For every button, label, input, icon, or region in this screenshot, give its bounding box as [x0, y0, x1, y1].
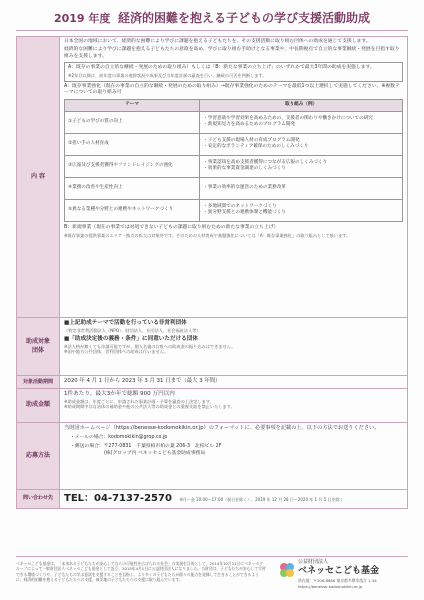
contact-cell [60, 490, 408, 509]
theme-cell: ①子どもの学びの質の向上 [65, 111, 200, 133]
contact-note: ※月～金 10:00～17:00（祝日を除く）、2019 年 12 月 28 日～2020 年 1 月 5 日を除く [179, 496, 344, 502]
eligible-item2-note2: ※国や地方公共団体、営利団体への助成は行いません。 [64, 349, 169, 355]
footer [16, 556, 408, 596]
eligible-item2-note1: ※法人格が無くても申請可能ですが、個人名義の口座への助成金の振り込みはできません。 [64, 343, 236, 349]
page-title [0, 10, 424, 27]
example-cell: ・学習意欲や学習効果を高めるための、支援者の関わりや働きかけについての研究 ・新規知見力を高めるためのプログラム開発 [200, 111, 403, 133]
foundation-logo [278, 559, 408, 593]
example-cell: ・子ども支援の現場人材の育成プログラム開発 ・安定的なボランティア確保のためのしくみづくり [200, 133, 403, 155]
eligible-item1-sub: （特定非営利活動法人（NPO）、財団法人、社団法人、社会福祉法人等） [64, 327, 201, 333]
content-intro: 日本全国の地域において、経済的な困難により学びに課題を抱える子どもたちを、その支援活動に取り組む団体への助成を通じて支援します。 [64, 39, 371, 44]
label-period: 対象活動期間 [17, 376, 60, 389]
method-text: 当財団ホームページ（https://benesse-kodomokikin.or.jp）のフォーマットに、必要事項を記載の上、以下の方法でお送りください。 [64, 425, 380, 431]
row-method [17, 423, 408, 490]
label-method: 応募方法 [17, 423, 60, 490]
row-eligible [17, 318, 408, 376]
org-url[interactable]: https://benesse-kodomokikin.or.jp [298, 584, 363, 589]
amount-cell [60, 389, 408, 423]
title-year: 2019 年度 [53, 12, 111, 25]
info-table [16, 36, 408, 509]
org-address: 所在地：〒206-8686 東京都多摩市落合 1-34 [298, 578, 377, 583]
table-row [65, 133, 403, 155]
theme-cell: ⑤異なる業種や分野との連携やネットワークづくり [65, 199, 200, 221]
content-box-text: A：既存の事業の自立的な継続・発展のための取り組み）もしくは「B：新たな事業の立ち上げ」のいずれかで最大3年間の助成を実施します。 [68, 65, 375, 71]
content-box [64, 62, 403, 81]
amount-note2: ※助成期間中は自治体の補助金や他の公共法人等の助成金との重複支給を禁止いたします。 [64, 404, 235, 410]
method-cell [60, 423, 408, 490]
table-row [65, 199, 403, 221]
section-a: A：既存事業強化（現在の事業の自立的な継続・発展のための取り組み）→既存事業強化のためのテーマを最低1つ以上選択して実施してください。※複数テーマについての取り組み可 [64, 83, 400, 96]
row-contact [17, 490, 408, 509]
theme-table [64, 99, 403, 221]
label-content: 内 容 [17, 37, 60, 318]
label-amount: 助成金額 [17, 389, 60, 423]
eligible-cell [60, 318, 408, 376]
method-mail[interactable]: ・メールの場合：kodomokikin@grop.co.jp [70, 435, 168, 441]
example-header: 取り組み（例） [200, 100, 403, 111]
org-name: ベネッセこども基金 [298, 566, 380, 576]
title-main: 経済的困難を抱える子どもの学び支援活動助成 [118, 11, 371, 25]
amount-text: 1件あたり、最大3か年で総額 900 万円以内 [64, 391, 175, 397]
theme-header-row [65, 100, 403, 111]
foundation-logo-icon [278, 561, 296, 579]
content-intro2: 経済的な困難により学びに課題を抱える子どもたちの意欲を高め、学びに取り組む手助けとなる事業や、中長期視点で自立的な事業継続・発展を目指す取り組みを支援します。 [64, 47, 400, 59]
table-row [65, 177, 403, 199]
table-row [65, 111, 403, 133]
footer-text: ベネッセこども基金は、「未来ある子どもたちが安心して自らの可能性を広げられる社会」の実現を目的として、2014年10月31日にベネッセグループによって一般財団法人ベネッセこども基金として設立、2015年4月1日に公益財団法人になりました。当財団は、子どもたちが安心して学習できる環境づくりや、子どもたちの学ぶ意欲を支援することを目指し、より多くの子どもたちが個々の能力を発揮して生きることができるように、経済的困難を抱える子どもたちへの支援、被災地の子どもたちへの支援に取り組んでいます。 [16, 561, 266, 582]
label-eligible: 助成対象 団体 [17, 318, 60, 376]
example-cell: ・事業認知を高め支援者獲得につながる広報のしくみづくり ・効果的な事業資金調達のしくみづくり [200, 155, 403, 177]
row-amount [17, 389, 408, 423]
period-cell: 2020 年 4 月 1 日から 2023 年 3 月 31 日まで（最大 3 年間） [60, 376, 408, 389]
org-sub: 公益財団法人 [298, 559, 329, 565]
method-post: ・郵送の場合：〒277-0831 千葉県柏市柏の葉 206-3 北柏ビル 2F [70, 444, 222, 450]
table-row [65, 155, 403, 177]
title-divider [16, 30, 408, 31]
theme-cell: ④業務の改善や生産性向上 [65, 177, 200, 199]
row-period [17, 376, 408, 389]
eligible-item1: ■上記助成テーマで活動を行っている非営利団体 [64, 320, 187, 326]
example-cell: ・多地域間でのネットワークづくり ・異分野支援との連携体制と機能づくり [200, 199, 403, 221]
eligible-item2: ■「助成決定後の義務・条件」に同意いただける団体 [64, 336, 198, 343]
amount-note1: ※助成金額は、年度ごとに、申請された事業計画・予算を審査の上決定します。 [64, 398, 214, 404]
example-cell: ・事業の効率的な運営のための業務改革 [200, 177, 403, 199]
contact-tel[interactable]: TEL：04-7137-2570 [64, 493, 172, 504]
section-b: B：新規事業（現在の事業では対処できない子どもの課題に取り組むための新たな事業の立ち上げ） [64, 224, 279, 230]
content-box-note: ※2年目以降は、前年度の事業の進捗状況や成果及び当年度計画の審査を行い、継続の可否を判断します。 [68, 72, 267, 78]
method-post2: (株)グロップ内 ベネッセこども基金助成事務局 [104, 450, 206, 456]
theme-cell: ②担い手の人材育成 [65, 133, 200, 155]
content-cell [60, 37, 408, 318]
theme-header: テーマ [65, 100, 200, 111]
theme-cell: ③広報及び支援者獲得やファンドレイジングの強化 [65, 155, 200, 177]
label-contact: 問い合わせ先 [17, 490, 60, 509]
section-b-note: ※既存事業の提供事業のエリア・拠点の拡大は対象外です。そのための人材育成や基盤強化については「A：既存事業強化」の取り組みとして扱います。 [64, 233, 351, 239]
row-content [17, 37, 408, 318]
